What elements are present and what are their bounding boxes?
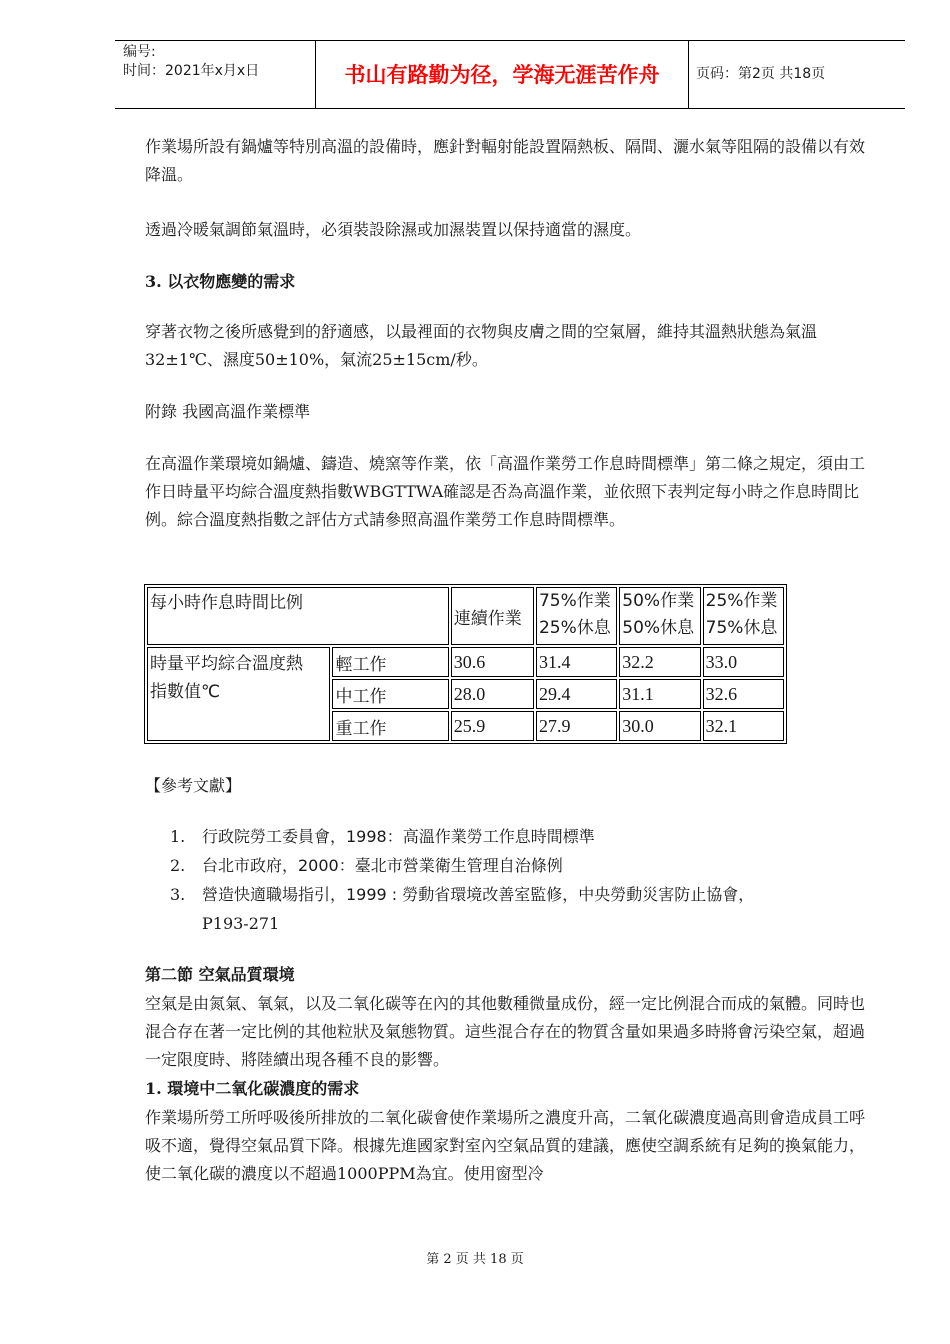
references-list [170, 822, 870, 938]
column-line: 50%作業 [622, 591, 695, 611]
time-label: 时间：2021年x月x日 [123, 63, 260, 79]
reference-text: 台北市政府，2000：臺北市營業衛生管理自治條例 [202, 856, 563, 875]
table-column-header [703, 587, 784, 645]
table-header-row [147, 587, 784, 645]
row-label-line: 時量平均綜合溫度熱 [150, 654, 303, 674]
list-number: 2. [170, 856, 186, 875]
code-label: 编号: [123, 44, 156, 60]
column-line: 25%作業 [705, 591, 778, 611]
section-2-paragraph-2: 作業場所勞工所呼吸後所排放的二氧化碳會使作業場所之濃度升高，二氧化碳濃度過高則會造成員工呼吸不適，覺得空氣品質下降。根據先進國家對室內空氣品質的建議，應使空調系統有足夠的換氣能力，使二氧化碳的濃度以不超過1000PPM為宜。使用窗型冷 [145, 1108, 866, 1183]
table-column-header [619, 587, 700, 645]
row-label-line: 指數值℃ [150, 682, 221, 702]
work-rest-table [144, 584, 787, 744]
table-header-label: 每小時作息時間比例 [147, 587, 449, 645]
table-cell: 32.1 [703, 711, 784, 741]
row-group-label [147, 647, 330, 741]
table-column-header [536, 587, 617, 645]
body-paragraph-4: 在高溫作業環境如鍋爐、鑄造、燒窯等作業，依「高溫作業勞工作息時間標準」第二條之規定，須由工作日時量平均綜合溫度熱指數WBGTTWA確認是否為高溫作業，並依照下表判定每小時之作息時間比例。綜合溫度熱指數之評估方式請參照高溫作業勞工作息時間標準。 [145, 454, 866, 529]
table-cell: 30.0 [619, 711, 700, 741]
list-number: 1. [170, 827, 186, 846]
table-cell: 32.2 [619, 647, 700, 677]
table-cell: 27.9 [536, 711, 617, 741]
body-paragraph-1: 作業場所設有鍋爐等特別高溫的設備時，應針對輻射能設置隔熱板、隔間、灑水氣等阻隔的設備以有效降溫。 [145, 137, 866, 184]
reference-text: 行政院勞工委員會，1998：高溫作業勞工作息時間標準 [202, 827, 595, 846]
page-header [115, 40, 905, 109]
workload-label: 輕工作 [332, 647, 448, 677]
header-page-label: 页码：第2页 共18页 [696, 66, 826, 82]
table-row [147, 647, 784, 677]
table-cell: 25.9 [451, 711, 534, 741]
page-footer: 第 2 页 共 18 页 [426, 1252, 524, 1267]
table-cell: 28.0 [451, 679, 534, 709]
table-cell: 33.0 [703, 647, 784, 677]
table-cell: 31.1 [619, 679, 700, 709]
section-2-title: 第二節 空氣品質環境 [145, 965, 295, 984]
list-item [170, 880, 870, 938]
reference-text: 營造快適職場指引，1999 : 勞動省環境改善室監修，中央勞動災害防止協會， [202, 885, 755, 904]
table-cell: 31.4 [536, 647, 617, 677]
table-cell: 30.6 [451, 647, 534, 677]
column-line: 75%作業 [538, 591, 611, 611]
body-paragraph-2: 透過冷暖氣調節氣溫時，必須裝設除濕或加濕裝置以保持適當的濕度。 [145, 220, 642, 239]
table-column-header: 連續作業 [451, 587, 534, 645]
appendix-title: 附錄 我國高溫作業標準 [145, 402, 311, 421]
list-item [170, 851, 870, 880]
table-cell: 32.6 [703, 679, 784, 709]
workload-label: 中工作 [332, 679, 448, 709]
list-item [170, 822, 870, 851]
body-paragraph-3: 穿著衣物之後所感覺到的舒適感，以最裡面的衣物與皮膚之間的空氣層，維持其溫熱狀態為氣溫32±1℃、濕度50±10%，氣流25±15cm/秒。 [145, 322, 818, 369]
list-number: 3. [170, 885, 186, 904]
header-meta [115, 41, 323, 110]
section-2-heading-1: 1. 環境中二氧化碳濃度的需求 [145, 1079, 360, 1098]
header-motto: 书山有路勤为径，学海无涯苦作舟 [315, 41, 689, 108]
column-line: 75%休息 [705, 618, 778, 638]
column-line: 50%休息 [622, 618, 695, 638]
table-cell: 29.4 [536, 679, 617, 709]
references-title: 【參考文獻】 [145, 776, 242, 795]
column-line: 25%休息 [538, 618, 611, 638]
reference-text-continued: P193-271 [202, 914, 280, 933]
workload-label: 重工作 [332, 711, 448, 741]
section-heading-3: 3. 以衣物應變的需求 [145, 272, 296, 291]
section-2-paragraph-1: 空氣是由氮氣、氧氣，以及二氧化碳等在內的其他數種微量成份，經一定比例混合而成的氣體。同時也混合存在著一定比例的其他粒狀及氣態物質。這些混合存在的物質含量如果過多時將會污染空氣，超過一定限度時、將陸續出現各種不良的影響。 [145, 994, 866, 1069]
